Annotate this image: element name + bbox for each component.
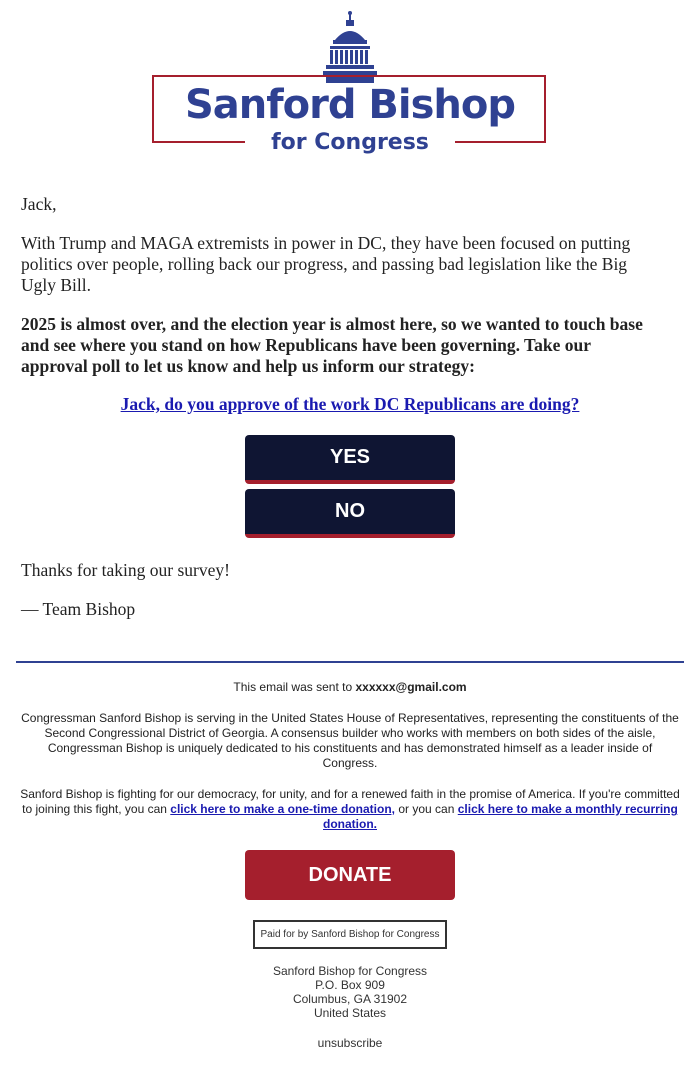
unsubscribe-row [0, 1036, 700, 1050]
body-paragraph-1: With Trump and MAGA extremists in power in DC, they have been focused on putting politics over people, rolling back our progress, and passing bad legislation like the Big Ugly Bill. [21, 233, 631, 295]
signature: — Team Bishop [21, 599, 136, 619]
one-time-donation-link[interactable]: click here to make a one-time donation, [170, 802, 396, 816]
body-paragraph-2: 2025 is almost over, and the election year is almost here, so we wanted to touch base and see where you stand on how Republicans have been governing. Take our approval poll to let us know and help us inform our strategy: [21, 314, 643, 376]
greeting: Jack, [21, 194, 57, 214]
sent-to-line [20, 680, 680, 695]
fight-text: Sanford Bishop is fighting for our democracy, for unity, and for a renewed faith in the promise of America. If you're committed to joining this fight, you can [20, 787, 680, 816]
donate-button[interactable]: DONATE [245, 850, 455, 900]
mailing-address [0, 964, 700, 1020]
address-box: P.O. Box 909 [315, 978, 385, 992]
or-text: or you can [398, 802, 455, 816]
no-button[interactable]: NO [245, 489, 455, 538]
poll-question-link[interactable]: Jack, do you approve of the work DC Republicans are doing? [120, 394, 580, 414]
logo-subtitle: for Congress [245, 130, 455, 156]
address-city: Columbus, GA 31902 [292, 992, 408, 1006]
sent-to-prefix: This email was sent to [233, 680, 353, 694]
campaign-logo [150, 10, 550, 155]
paid-for-disclaimer: Paid for by Sanford Bishop for Congress [253, 920, 447, 949]
yes-button[interactable]: YES [245, 435, 455, 484]
donation-paragraph [20, 787, 680, 832]
poll-question [0, 394, 700, 415]
unsubscribe-link[interactable]: unsubscribe [317, 1036, 383, 1050]
footer-divider [16, 661, 684, 663]
thanks-message: Thanks for taking our survey! [21, 560, 230, 580]
recipient-email: xxxxxx@gmail.com [355, 680, 467, 694]
address-country: United States [313, 1006, 387, 1020]
logo-name: Sanford Bishop [184, 82, 516, 128]
bio-paragraph: Congressman Sanford Bishop is serving in the United States House of Representatives, representing the constituents of the Second Congressional District of Georgia. A consensus builder who works with members on both sides of the aisle, Congressman Bishop is uniquely dedicated to his constituents and has demonstrated himself as a leader inside of Congress. [21, 711, 679, 770]
address-org: Sanford Bishop for Congress [272, 964, 428, 978]
monthly-donation-link[interactable]: click here to make a monthly recurring donation. [323, 802, 678, 831]
